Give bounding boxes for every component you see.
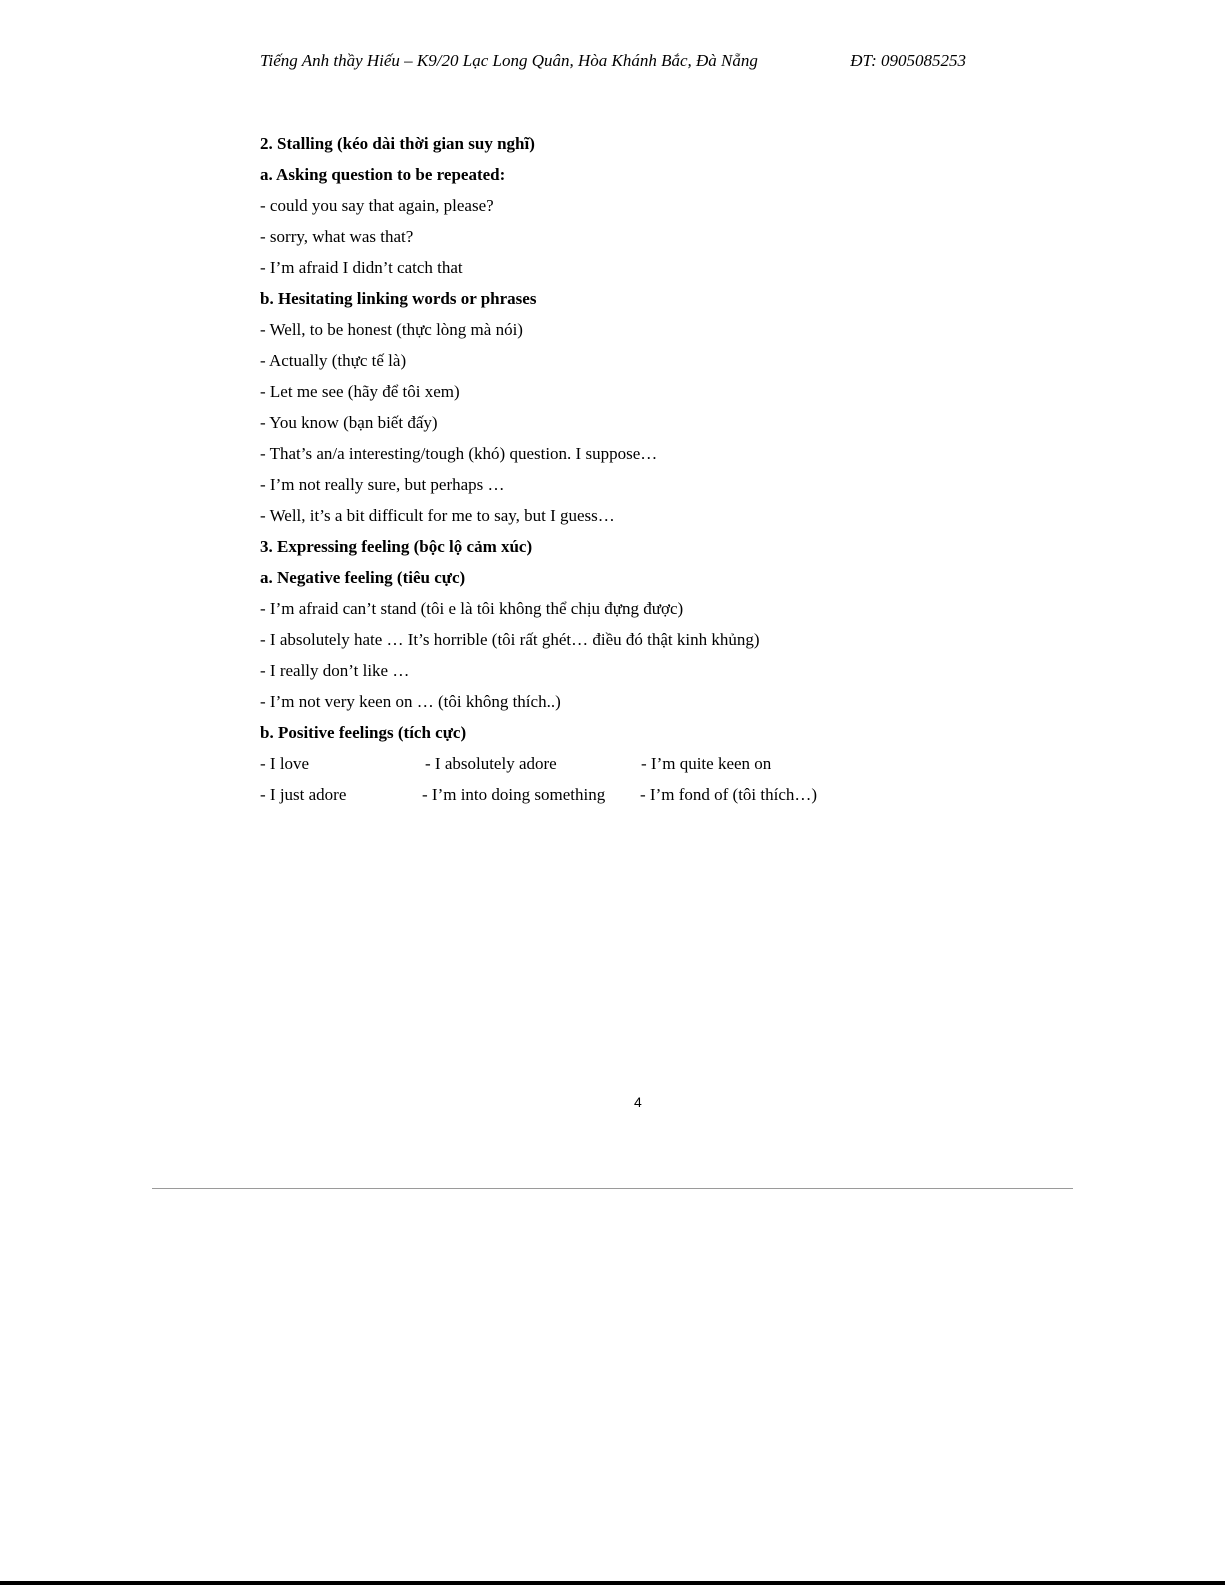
section-heading: 3. Expressing feeling (bộc lộ cảm xúc) [260, 537, 533, 556]
section-heading: 2. Stalling (kéo dài thời gian suy nghĩ) [260, 134, 535, 153]
phrase-line: - I’m not really sure, but perhaps … [260, 475, 505, 494]
phrase-cell: - I love [260, 754, 310, 773]
subsection-heading: a. Negative feeling (tiêu cực) [260, 568, 466, 587]
phrase-cell: - I’m fond of (tôi thích…) [640, 785, 818, 804]
phrase-cell: - I’m quite keen on [641, 754, 772, 773]
page-header [260, 51, 966, 71]
phrase-line: - I’m afraid I didn’t catch that [260, 258, 463, 277]
phrase-line: - Let me see (hãy để tôi xem) [260, 382, 460, 401]
phrase-line: - Well, it’s a bit difficult for me to say, but I guess… [260, 506, 615, 525]
phrase-line: - sorry, what was that? [260, 227, 414, 246]
phrase-line: - Well, to be honest (thực lòng mà nói) [260, 320, 523, 339]
document-body [260, 128, 1020, 810]
phrase-line: - That’s an/a interesting/tough (khó) question. I suppose… [260, 444, 658, 463]
phrase-cell: - I absolutely adore [425, 754, 557, 773]
phrase-line: - I’m not very keen on … (tôi không thích..) [260, 692, 561, 711]
page-divider [152, 1188, 1073, 1189]
page-number: 4 [634, 1094, 642, 1110]
phrase-line: - could you say that again, please? [260, 196, 494, 215]
subsection-heading: b. Positive feelings (tích cực) [260, 723, 467, 742]
phrase-line: - I’m afraid can’t stand (tôi e là tôi không thể chịu đựng được) [260, 599, 684, 618]
positive-phrase-row [260, 779, 1020, 810]
positive-phrase-row [260, 748, 1020, 779]
subsection-heading: a. Asking question to be repeated: [260, 165, 506, 184]
phrase-line: - Actually (thực tế là) [260, 351, 407, 370]
viewer-bottom-edge [0, 1581, 1225, 1585]
phrase-line: - I really don’t like … [260, 661, 410, 680]
phrase-line: - I absolutely hate … It’s horrible (tôi rất ghét… điều đó thật kinh khủng) [260, 630, 760, 649]
header-phone: ĐT: 0905085253 [850, 51, 966, 70]
phrase-cell: - I’m into doing something [422, 785, 606, 804]
header-address: Tiếng Anh thầy Hiếu – K9/20 Lạc Long Quân, Hòa Khánh Bắc, Đà Nẵng [260, 51, 758, 70]
phrase-cell: - I just adore [260, 785, 347, 804]
subsection-heading: b. Hesitating linking words or phrases [260, 289, 537, 308]
phrase-line: - You know (bạn biết đấy) [260, 413, 438, 432]
